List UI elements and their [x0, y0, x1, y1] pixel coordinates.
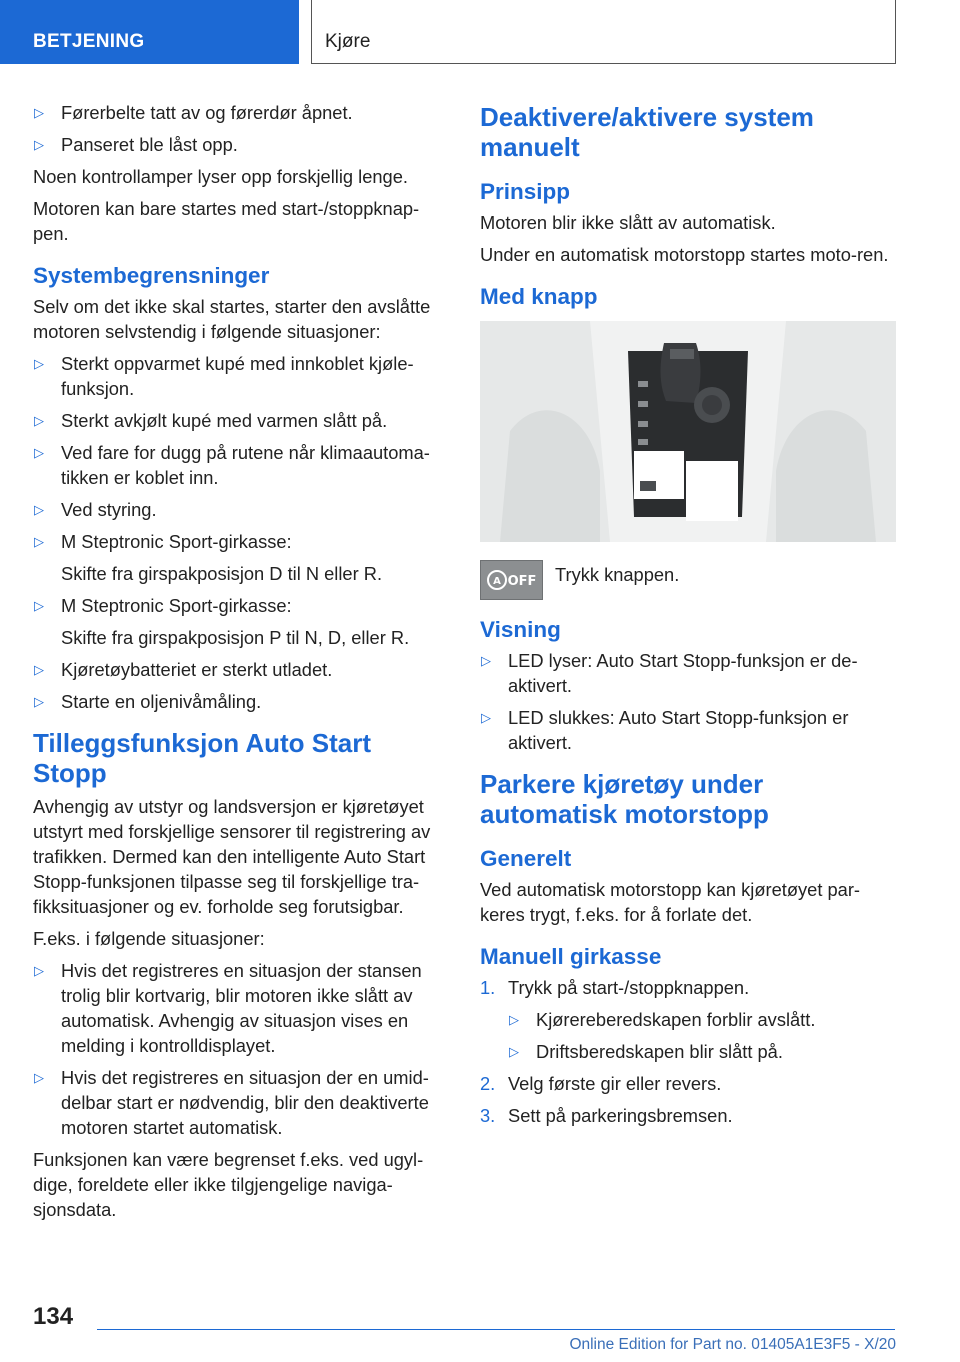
- step-item: [480, 1071, 896, 1096]
- footer-divider: [97, 1329, 895, 1330]
- list-item: ▷ Ved fare for dugg på rutene når klimaautoma-tikken er koblet inn.: [33, 440, 448, 490]
- paragraph: Avhengig av utstyr og landsversjon er kjøretøyet utstyrt med forskjellige sensorer til registrering av trafikken. Dermed kan den intelligente Auto Start Stopp-funksjonen tilpasse seg til forskjellige tra-fikksituasjoner og ev. forholde seg forutsigbar.: [33, 796, 431, 917]
- list-item: ▷ LED lyser: Auto Start Stopp-funksjon er de-aktivert.: [480, 648, 896, 698]
- list-item: ▷ M Steptronic Sport-girkasse:: [33, 529, 448, 554]
- instruction-text: Trykk knappen.: [555, 564, 680, 585]
- heading-systembegrensninger: Systembegrensninger: [33, 263, 270, 288]
- step-number: 1.: [480, 977, 496, 998]
- heading-visning: Visning: [480, 617, 561, 642]
- paragraph: F.eks. i følgende situasjoner:: [33, 928, 265, 949]
- page-number: 134: [33, 1303, 74, 1330]
- heading-med-knapp: Med knapp: [480, 284, 598, 309]
- list-item: ▷ Driftsberedskapen blir slått på.: [508, 1039, 896, 1064]
- list-item: ▷ M Steptronic Sport-girkasse:: [33, 593, 448, 618]
- heading-tilleggsfunksjon: Tilleggsfunksjon Auto Start Stopp: [33, 728, 372, 788]
- step-item: [480, 975, 896, 1000]
- chapter-tab: BETJENING: [0, 0, 299, 64]
- list-item: ▷ Sterkt avkjølt kupé med varmen slått på.: [33, 408, 448, 433]
- heading-prinsipp: Prinsipp: [480, 179, 571, 204]
- heading-manuell-girkasse: Manuell girkasse: [480, 944, 662, 969]
- heading-generelt: Generelt: [480, 846, 572, 871]
- step-text: Velg første gir eller revers.: [508, 1073, 722, 1094]
- list-item: ▷ Sterkt oppvarmet kupé med innkoblet kjøle-funksjon.: [33, 351, 448, 401]
- heading-parkere: Parkere kjøretøy under automatisk motorstopp: [480, 769, 769, 829]
- paragraph: Funksjonen kan være begrenset f.eks. ved ugyl-dige, foreldete eller ikke tilgjengelige naviga-sjonsdata.: [33, 1149, 424, 1220]
- step-number: 2.: [480, 1073, 496, 1094]
- list-item: ▷ Kjørereberedskapen forblir avslått.: [508, 1007, 896, 1032]
- center-console-photo: [480, 321, 896, 542]
- list-item-detail: Skifte fra girspakposisjon D til N eller R.: [61, 563, 383, 584]
- step-number: 3.: [480, 1105, 496, 1126]
- svg-text:OFF: OFF: [507, 574, 537, 589]
- paragraph: Noen kontrollamper lyser opp forskjellig lenge.: [33, 166, 408, 187]
- paragraph: Under en automatisk motorstopp startes moto-ren.: [480, 244, 889, 265]
- footer-edition: Online Edition for Part no. 01405A1E3F5 - X/20: [569, 1336, 896, 1353]
- left-column: [33, 100, 448, 1229]
- step-item: [480, 1103, 896, 1128]
- list-item: ▷ Kjøretøybatteriet er sterkt utladet.: [33, 657, 448, 682]
- list-item-detail: Skifte fra girspakposisjon P til N, D, eller R.: [61, 627, 410, 648]
- list-item: ▷ Panseret ble låst opp.: [33, 132, 448, 157]
- right-column: [480, 100, 896, 1135]
- list-item: ▷ LED slukkes: Auto Start Stopp-funksjon er aktivert.: [480, 705, 896, 755]
- list-item: ▷ Starte en oljenivåmåling.: [33, 689, 448, 714]
- svg-text:A: A: [493, 576, 501, 587]
- list-item: ▷ Hvis det registreres en situasjon der stansen trolig blir kortvarig, blir motoren ikke slått av automatisk. Avhengig av situasjon vises en melding i kontrolldisplayet.: [33, 958, 448, 1058]
- paragraph: Motoren blir ikke slått av automatisk.: [480, 212, 776, 233]
- step-text: Sett på parkeringsbremsen.: [508, 1105, 733, 1126]
- list-item: ▷ Hvis det registreres en situasjon der en umid-delbar start er nødvendig, blir den deaktiverte motoren startet automatisk.: [33, 1065, 448, 1140]
- step-text: Trykk på start-/stoppknappen.: [508, 977, 750, 998]
- list-item: ▷ Førerbelte tatt av og førerdør åpnet.: [33, 100, 448, 125]
- paragraph: Selv om det ikke skal startes, starter den avslåtte motoren selvstendig i følgende situasjoner:: [33, 296, 431, 342]
- auto-start-stop-off-icon: [480, 560, 543, 600]
- heading-deaktivere: Deaktivere/aktivere system manuelt: [480, 102, 814, 162]
- paragraph: Ved automatisk motorstopp kan kjøretøyet par-keres trygt, f.eks. for å forlate det.: [480, 879, 861, 925]
- paragraph: Motoren kan bare startes med start-/stoppknap-pen.: [33, 198, 420, 244]
- button-instruction: [480, 560, 896, 600]
- list-item: ▷ Ved styring.: [33, 497, 448, 522]
- section-title: Kjøre: [311, 0, 896, 64]
